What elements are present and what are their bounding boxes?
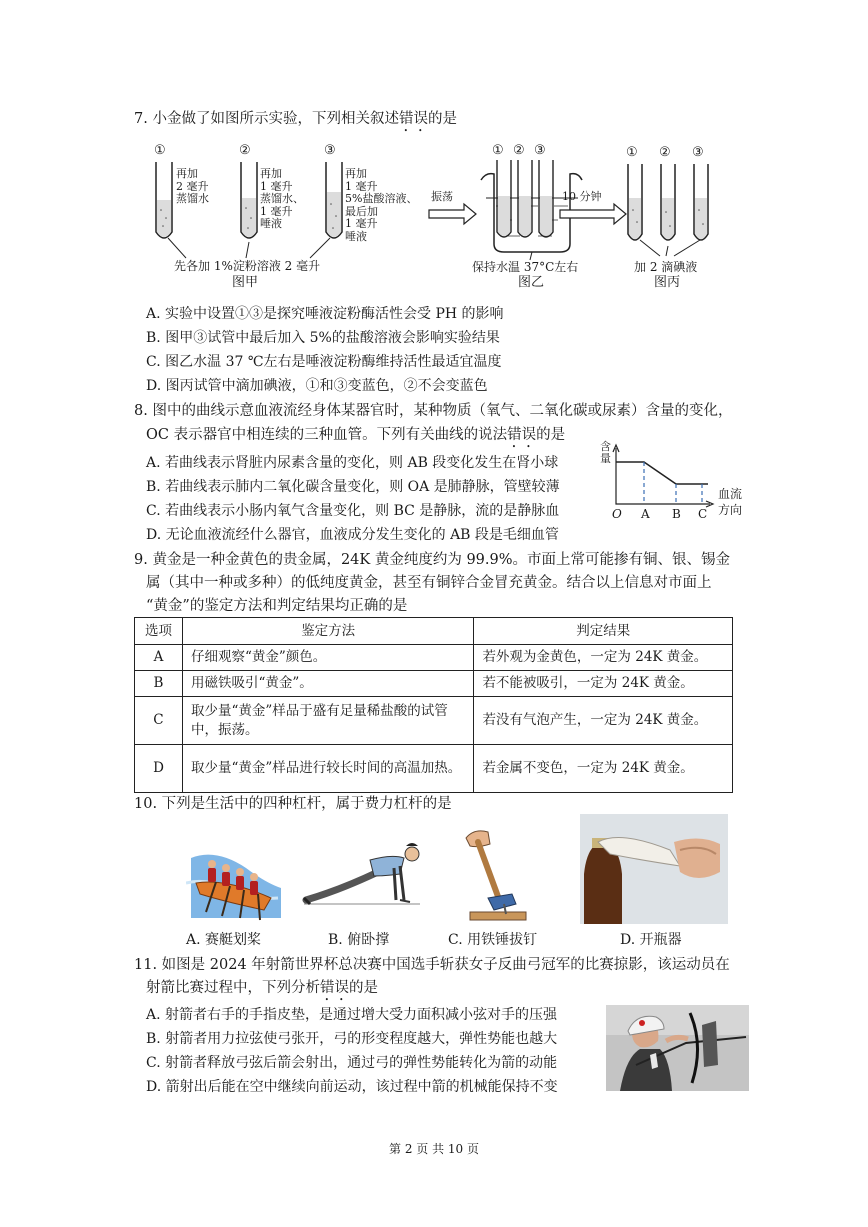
q10-option-b: B. 俯卧撑 [328, 932, 390, 948]
table-cell-method: 取少量“黄金”样品进行较长时间的高温加热。 [182, 745, 473, 793]
rowing-drawing [186, 828, 286, 923]
q8-stem-line2 [146, 424, 565, 451]
q8-stem-line1: 8. 图中的曲线示意血液流经身体某器官时，某种物质（氧气、二氧化碳或尿素）含量的变化， [134, 403, 733, 419]
table-row [135, 671, 733, 697]
pushup-image [300, 830, 432, 910]
table-cell-option: C [135, 697, 183, 745]
table-cell-method: 仔细观察“黄金”颜色。 [182, 645, 473, 671]
graph-tick-c: C [698, 507, 708, 521]
q8-graph [598, 440, 748, 526]
q9-table [134, 617, 733, 793]
q8-option-c: C. 若曲线表示小肠内氧气含量变化，则 BC 是静脉，流的是静脉血 [146, 503, 560, 519]
tube-1-contents: 再加 2 毫升 蒸馏水 [176, 167, 209, 205]
q7-stem-text: 7. 小金做了如图所示实验，下列相关叙述 [134, 111, 399, 127]
q10-option-a: A. 赛艇划桨 [186, 932, 262, 948]
q7-stem [134, 108, 457, 135]
hammer-drawing [460, 824, 530, 924]
table-row [135, 745, 733, 793]
tube-1-number: ① [154, 143, 166, 158]
q9-stem-line2: 属（其中一种或多种）的低纯度黄金，甚至有铜锌合金冒充黄金。结合以上信息对市面上 [146, 575, 712, 591]
table-cell-option: B [135, 671, 183, 697]
shake-label: 振荡 [431, 190, 453, 203]
table-header-option: 选项 [135, 618, 183, 645]
q8-stem-text: OC 表示器官中相连续的三种血管。下列有关曲线的说法 [146, 427, 508, 443]
table-row [135, 645, 733, 671]
archer-photo [606, 1005, 749, 1091]
table-cell-method: 取少量“黄金”样品于盛有足量稀盐酸的试管中，振荡。 [182, 697, 473, 745]
q8-stem-emphasis: 错误 [507, 427, 537, 443]
result-tube-3-number: ③ [692, 145, 704, 160]
table-cell-result: 若没有气泡产生，一定为 24K 黄金。 [474, 697, 733, 745]
graph-tick-o: O [612, 507, 622, 521]
q11-stem-text: 射箭比赛过程中，下列分析 [146, 980, 320, 996]
figure-c-caption: 图丙 [654, 275, 681, 290]
q7-option-c: C. 图乙水温 37 ℃左右是唾液淀粉酶维持活性最适宜温度 [146, 354, 502, 370]
base-solution-label: 先各加 1%淀粉溶液 2 毫升 [174, 259, 321, 273]
table-header-method: 鉴定方法 [182, 618, 473, 645]
beaker-tube-2-number: ② [513, 143, 525, 158]
bottle-opener-image [580, 814, 728, 924]
figure-a-caption: 图甲 [232, 275, 259, 290]
table-cell-method: 用磁铁吸引“黄金”。 [182, 671, 473, 697]
q9-stem-line1: 9. 黄金是一种金黄色的贵金属，24K 黄金纯度约为 99.9%。市面上常可能掺有铜、银、锡金 [134, 552, 731, 568]
tube-3-contents: 再加 1 毫升 5%盐酸溶液、 最后加 1 毫升 唾液 [345, 167, 418, 243]
q10-option-d: D. 开瓶器 [620, 932, 682, 948]
graph-x-label-bottom: 方向 [718, 503, 743, 517]
iodine-label: 加 2 滴碘液 [634, 260, 698, 274]
time-label: 10 分钟 [562, 190, 602, 203]
result-tube-2-number: ② [659, 145, 671, 160]
figure-b-caption: 图乙 [518, 275, 545, 290]
result-tube-1-number: ① [626, 145, 638, 160]
q11-option-c: C. 射箭者释放弓弦后箭会射出，通过弓的弹性势能转化为箭的动能 [146, 1055, 558, 1071]
graph-x-label-top: 血流 [718, 487, 743, 501]
q11-option-b: B. 射箭者用力拉弦使弓张开，弓的形变程度越大，弹性势能也越大 [146, 1031, 558, 1047]
graph-y-label-bottom: 量 [600, 452, 611, 465]
q7-stem-end: 的是 [427, 111, 457, 127]
q11-stem-emphasis: 错误 [320, 980, 349, 996]
q8-option-a: A. 若曲线表示肾脏内尿素含量的变化，则 AB 段变化发生在肾小球 [146, 455, 559, 471]
q11-stem-line1: 11. 如图是 2024 年射箭世界杯总决赛中国选手斩获女子反曲弓冠军的比赛掠影，该运动员在 [134, 957, 730, 973]
hammer-image [460, 824, 530, 924]
q7-stem-emphasis: 错误 [398, 111, 428, 127]
table-cell-result: 若外观为金黄色，一定为 24K 黄金。 [474, 645, 733, 671]
water-temp-label: 保持水温 37°C左右 [472, 260, 579, 274]
rowing-image [186, 828, 286, 923]
graph-tick-a: A [641, 507, 650, 521]
table-row [135, 697, 733, 745]
q11-option-d: D. 箭射出后能在空中继续向前运动，该过程中箭的机械能保持不变 [146, 1079, 558, 1095]
q7-figure [134, 140, 734, 300]
beaker-tube-1-number: ① [492, 143, 504, 158]
tube-2-number: ② [239, 143, 251, 158]
q11-stem-end: 的是 [349, 980, 378, 996]
q10-option-c: C. 用铁锤拔钉 [448, 932, 538, 948]
q10-stem: 10. 下列是生活中的四种杠杆，属于费力杠杆的是 [134, 796, 452, 812]
table-cell-result: 若金属不变色，一定为 24K 黄金。 [474, 745, 733, 793]
table-header-row [135, 618, 733, 645]
q7-option-d: D. 图丙试管中滴加碘液，①和③变蓝色，②不会变蓝色 [146, 378, 488, 394]
q7-apparatus-drawing [134, 140, 734, 300]
q7-option-a: A. 实验中设置①③是探究唾液淀粉酶活性会受 PH 的影响 [146, 306, 504, 322]
graph-tick-b: B [672, 507, 681, 521]
q11-stem-line2 [146, 977, 378, 1004]
q8-option-d: D. 无论血液流经什么器官，血液成分发生变化的 AB 段是毛细血管 [146, 527, 559, 543]
q9-stem-line3: “黄金”的鉴定方法和判定结果均正确的是 [146, 598, 408, 614]
bottle-opener-drawing [580, 814, 728, 924]
q7-option-b: B. 图甲③试管中最后加入 5%的盐酸溶液会影响实验结果 [146, 330, 500, 346]
table-cell-option: A [135, 645, 183, 671]
table-cell-option: D [135, 745, 183, 793]
tube-2-contents: 再加 1 毫升 蒸馏水、 1 毫升 唾液 [260, 167, 304, 230]
graph-y-label-top: 含 [600, 440, 611, 453]
table-cell-result: 若不能被吸引，一定为 24K 黄金。 [474, 671, 733, 697]
table-header-result: 判定结果 [474, 618, 733, 645]
q8-stem-end: 的是 [536, 427, 566, 443]
q11-option-a: A. 射箭者右手的手指皮垫，是通过增大受力面积减小弦对手的压强 [146, 1007, 558, 1023]
beaker-tube-3-number: ③ [534, 143, 546, 158]
pushup-drawing [300, 830, 432, 910]
tube-3-number: ③ [324, 143, 336, 158]
page-footer: 第 2 页 共 10 页 [389, 1142, 479, 1156]
q8-option-b: B. 若曲线表示肺内二氧化碳含量变化，则 OA 是肺静脉，管壁较薄 [146, 479, 560, 495]
archer-drawing [606, 1005, 749, 1091]
